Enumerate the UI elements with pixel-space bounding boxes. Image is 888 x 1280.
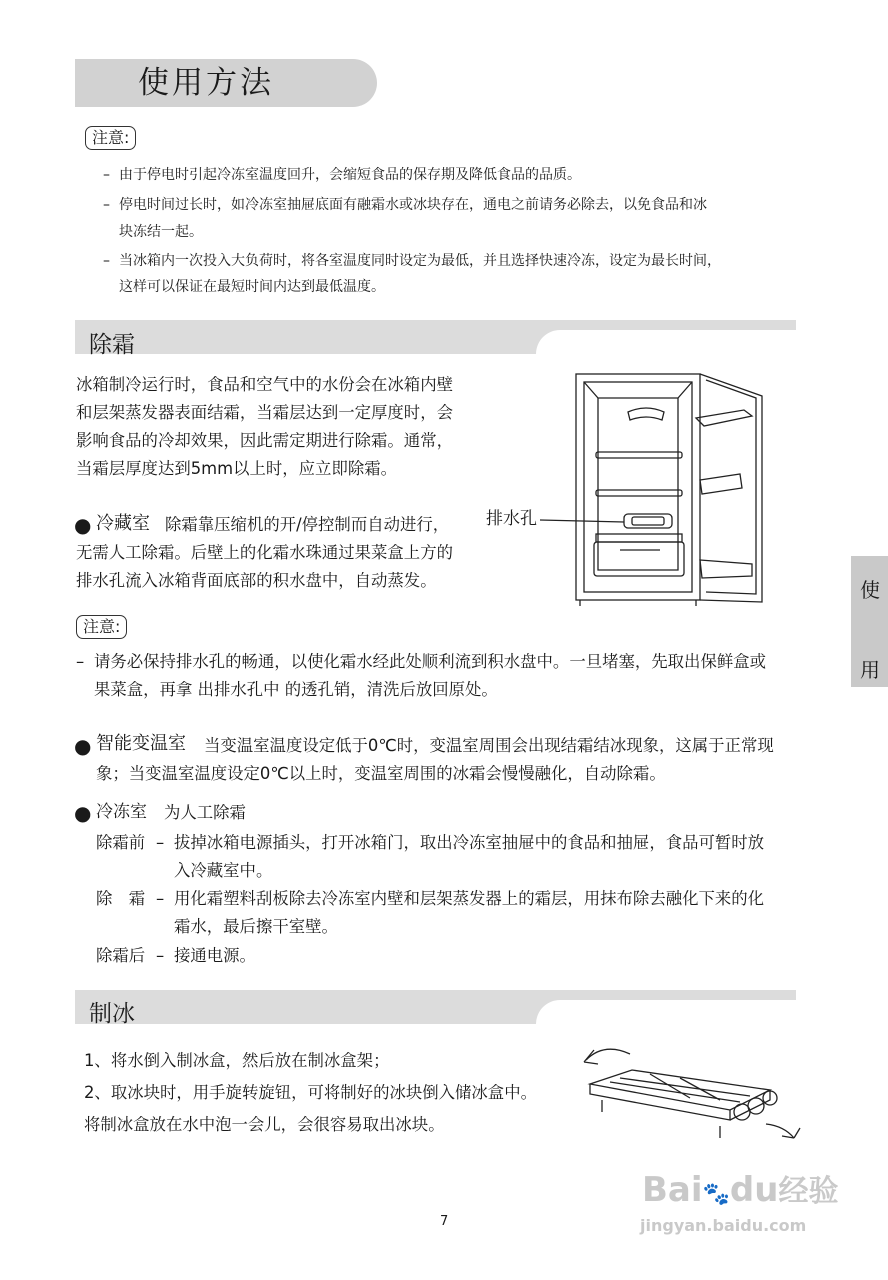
page-number: 7 bbox=[440, 1214, 449, 1229]
note-dash: – bbox=[103, 167, 110, 183]
ice-tray-illustration bbox=[580, 1040, 810, 1150]
bullet-icon: ● bbox=[74, 734, 92, 758]
section-heading: 制冰 bbox=[89, 1001, 135, 1027]
step-text: 入冷藏室中。 bbox=[174, 861, 273, 880]
note-text: 果菜盒，再拿 出排水孔中 的透孔销，清洗后放回原处。 bbox=[94, 680, 498, 699]
watermark-url: jingyan.baidu.com bbox=[640, 1216, 807, 1235]
paragraph-line: 象；当变温室温度设定0℃以上时，变温室周围的冰霜会慢慢融化，自动除霜。 bbox=[96, 764, 666, 783]
section-heading: 除霜 bbox=[89, 332, 135, 358]
note-text: 由于停电时引起冷冻室温度回升，会缩短食品的保存期及降低食品的品质。 bbox=[119, 167, 581, 183]
step-text: 用化霜塑料刮板除去冷冻室内壁和层架蒸发器上的霜层，用抹布除去融化下来的化 bbox=[174, 889, 765, 908]
paragraph-line: 2、取冰块时，用手旋转旋钮，可将制好的冰块倒入储冰盒中。 bbox=[84, 1083, 537, 1102]
watermark-logo: Bai🐾du经验 bbox=[642, 1170, 839, 1210]
bullet-icon: ● bbox=[74, 801, 92, 825]
paragraph-line: 排水孔流入冰箱背面底部的积水盘中，自动蒸发。 bbox=[76, 571, 437, 590]
figure-label: 排水孔 bbox=[486, 509, 537, 529]
fridge-illustration bbox=[540, 370, 830, 610]
note-text: 当冰箱内一次投入大负荷时，将各室温度同时设定为最低，并且选择快速冷冻，设定为最长时间， bbox=[119, 253, 721, 269]
note-label: 注意: bbox=[85, 126, 136, 150]
paragraph-line: 当霜层厚度达到5mm以上时，应立即除霜。 bbox=[76, 459, 398, 478]
bullet-title: 冷冻室 bbox=[96, 802, 147, 822]
section-band-defrost bbox=[75, 320, 796, 354]
step-dash: – bbox=[156, 833, 165, 852]
step-text: 霜水，最后擦干室壁。 bbox=[174, 917, 338, 936]
paragraph-line: 和层架蒸发器表面结霜，当霜层达到一定厚度时，会 bbox=[76, 403, 453, 422]
note-text: 停电时间过长时，如冷冻室抽屉底面有融霜水或冰块存在，通电之前请务必除去，以免食品和冰 bbox=[119, 197, 707, 213]
note-text: 块冻结一起。 bbox=[119, 224, 203, 240]
chapter-tab-char: 用 bbox=[860, 658, 880, 682]
paragraph-line: 1、将水倒入制冰盒，然后放在制冰盒架； bbox=[84, 1051, 390, 1070]
bullet-subtitle: 为人工除霜 bbox=[164, 803, 246, 822]
bullet-title: 冷藏室 bbox=[96, 513, 150, 534]
step-label: 除霜前 bbox=[96, 833, 146, 852]
paragraph-line: 当变温室温度设定低于0℃时，变温室周围会出现结霜结冰现象，这属于正常现 bbox=[204, 736, 774, 755]
step-label: 除 霜 bbox=[96, 889, 146, 908]
note-dash: – bbox=[76, 652, 85, 671]
paragraph-line: 冰箱制冷运行时，食品和空气中的水份会在冰箱内壁 bbox=[76, 375, 453, 394]
chapter-tab-char: 使 bbox=[860, 578, 880, 602]
note-text: 请务必保持排水孔的畅通，以使化霜水经此处顺利流到积水盘中。一旦堵塞，先取出保鲜盒或 bbox=[94, 652, 767, 671]
note-text: 这样可以保证在最短时间内达到最低温度。 bbox=[119, 279, 385, 295]
note-label: 注意: bbox=[76, 615, 127, 639]
bullet-title: 智能变温室 bbox=[96, 733, 186, 754]
page-title: 使用方法 bbox=[138, 65, 274, 101]
bullet-icon: ● bbox=[74, 513, 92, 537]
paragraph-line: 除霜靠压缩机的开/停控制而自动进行， bbox=[165, 515, 450, 534]
paragraph-line: 无需人工除霜。后壁上的化霜水珠通过果菜盒上方的 bbox=[76, 543, 453, 562]
note-dash: – bbox=[103, 253, 110, 269]
step-label: 除霜后 bbox=[96, 946, 146, 965]
paragraph-line: 影响食品的冷却效果，因此需定期进行除霜。通常， bbox=[76, 431, 453, 450]
step-dash: – bbox=[156, 889, 165, 908]
section-band-ice bbox=[75, 990, 796, 1024]
step-dash: – bbox=[156, 946, 165, 965]
step-text: 拔掉冰箱电源插头，打开冰箱门，取出冷冻室抽屉中的食品和抽屉，食品可暂时放 bbox=[174, 833, 765, 852]
note-dash: – bbox=[103, 197, 110, 213]
paragraph-line: 将制冰盒放在水中泡一会儿，会很容易取出冰块。 bbox=[84, 1115, 445, 1134]
step-text: 接通电源。 bbox=[174, 946, 256, 965]
